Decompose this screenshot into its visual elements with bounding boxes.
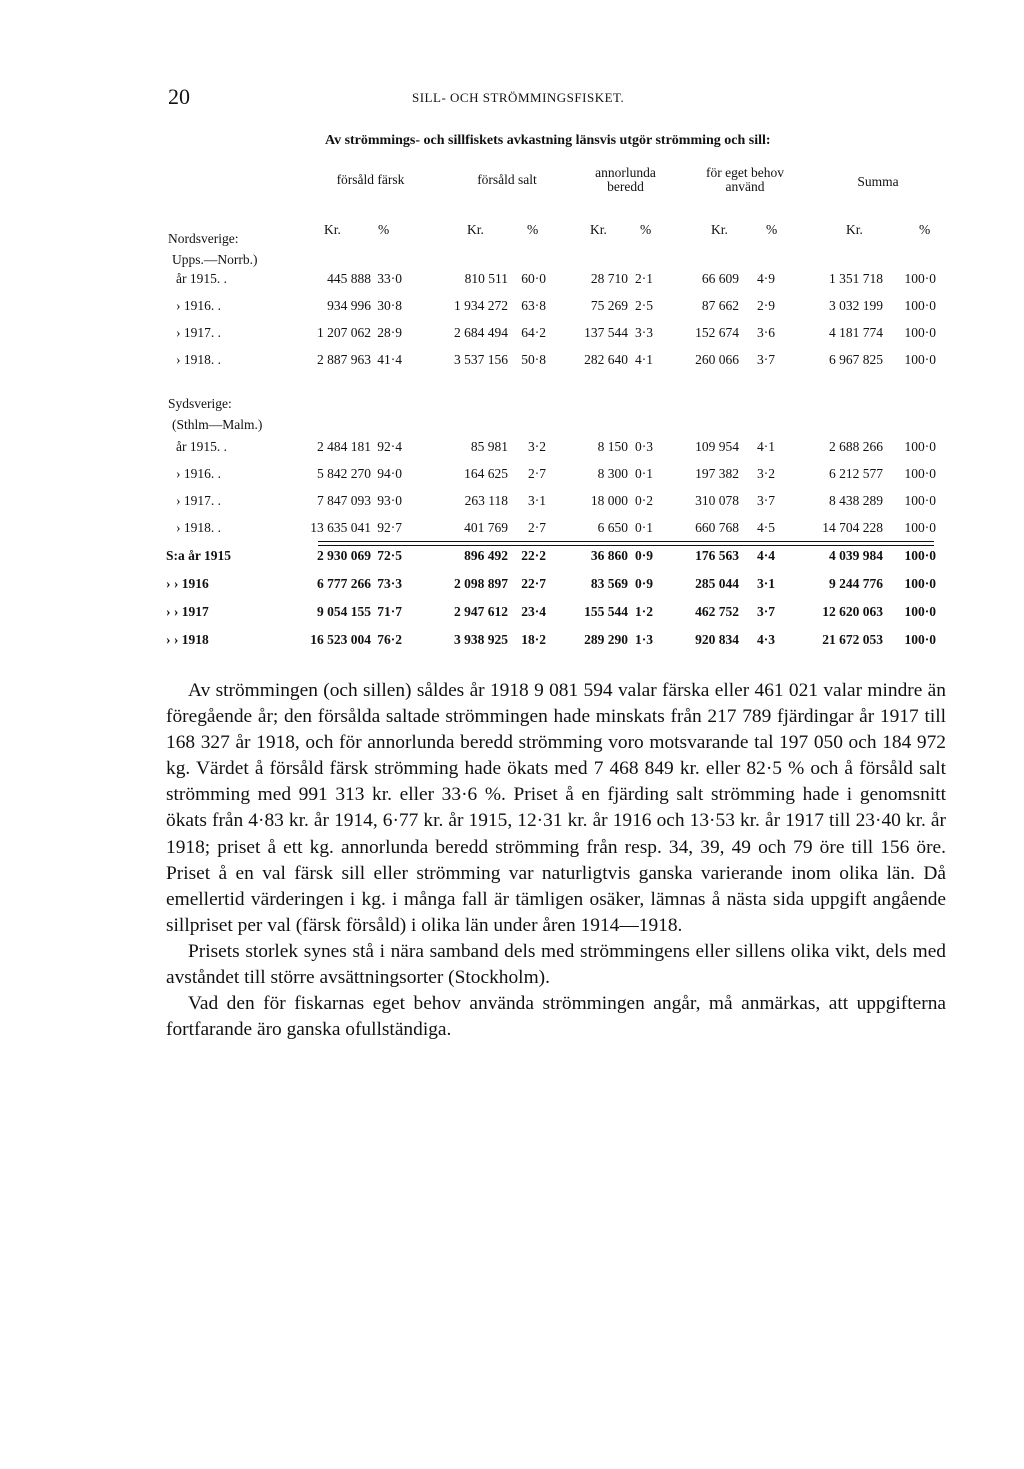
table-cell: 152 674 <box>695 325 739 340</box>
page-number: 20 <box>168 84 190 109</box>
row-label: S:a år 1915 <box>166 548 232 563</box>
table-cell: 6 967 825 <box>829 352 883 367</box>
table-cell: 176 563 <box>695 548 739 563</box>
table-cell: 4·9 <box>757 271 775 286</box>
subregion-nordsverige: Upps.—Norrb.) <box>172 252 258 267</box>
table-cell: 2 688 266 <box>829 439 883 454</box>
table-cell: 100·0 <box>904 352 936 367</box>
table-cell: 93·0 <box>377 493 402 508</box>
table-cell: 4 039 984 <box>829 548 883 563</box>
table-cell: 4·1 <box>635 352 653 367</box>
table-row <box>0 520 1024 542</box>
table-row <box>0 325 1024 347</box>
table-cell: 810 511 <box>464 271 508 286</box>
table-cell: 87 662 <box>701 298 739 313</box>
table-cell: 3·7 <box>757 352 775 367</box>
table-cell: 3·1 <box>756 576 775 591</box>
table-cell: 6 777 266 <box>317 576 371 591</box>
table-cell: 28·9 <box>377 325 402 340</box>
table-cell: 2·1 <box>635 271 653 286</box>
table-cell: 83 569 <box>590 576 628 591</box>
table-cell: 100·0 <box>904 632 936 647</box>
table-cell: 7 847 093 <box>317 493 371 508</box>
table-cell: 72·5 <box>377 548 402 563</box>
table-cell: 100·0 <box>904 520 936 535</box>
table-cell: 462 752 <box>695 604 739 619</box>
unit-kr: Kr. <box>846 222 863 237</box>
table-cell: 28 710 <box>590 271 628 286</box>
table-cell: 16 523 004 <box>310 632 371 647</box>
table-cell: 73·3 <box>377 576 402 591</box>
table-cell: 1·2 <box>634 604 653 619</box>
unit-kr: Kr. <box>711 222 728 237</box>
table-row <box>0 548 1024 570</box>
total-rule-bottom <box>318 545 934 546</box>
table-cell: 76·2 <box>377 632 402 647</box>
table-cell: 64·2 <box>521 325 546 340</box>
table-cell: 9 244 776 <box>829 576 883 591</box>
table-cell: 4·3 <box>756 632 775 647</box>
table-row <box>0 439 1024 461</box>
table-cell: 920 834 <box>695 632 739 647</box>
unit-percent: % <box>378 222 390 237</box>
table-cell: 3·3 <box>635 325 653 340</box>
table-cell: 41·4 <box>377 352 402 367</box>
table-cell: 310 078 <box>695 493 739 508</box>
table-cell: 8 150 <box>597 439 628 454</box>
unit-percent: % <box>640 222 652 237</box>
table-cell: 4·1 <box>757 439 775 454</box>
table-cell: 30·8 <box>377 298 402 313</box>
table-cell: 18·2 <box>521 632 546 647</box>
table-cell: 94·0 <box>377 466 402 481</box>
table-cell: 8 438 289 <box>829 493 883 508</box>
table-cell: 137 544 <box>584 325 628 340</box>
table-cell: 14 704 228 <box>822 520 883 535</box>
table-cell: 75 269 <box>590 298 628 313</box>
table-cell: 197 382 <box>695 466 739 481</box>
table-cell: 3·2 <box>528 439 546 454</box>
table-cell: 2·9 <box>757 298 775 313</box>
row-label: år 1915. . <box>176 271 227 286</box>
table-cell: 896 492 <box>464 548 508 563</box>
table-cell: 3·1 <box>528 493 546 508</box>
table-cell: 2 684 494 <box>454 325 508 340</box>
column-header-salted: försåld salt <box>477 172 537 187</box>
table-cell: 3 537 156 <box>454 352 508 367</box>
table-cell: 50·8 <box>521 352 546 367</box>
total-rule-top <box>318 541 934 542</box>
table-cell: 60·0 <box>521 271 546 286</box>
table-cell: 13 635 041 <box>310 520 371 535</box>
table-cell: 85 981 <box>470 439 508 454</box>
table-cell: 2 484 181 <box>317 439 371 454</box>
table-cell: 3·7 <box>756 604 775 619</box>
table-cell: 71·7 <box>377 604 402 619</box>
table-cell: 2 930 069 <box>317 548 371 563</box>
table-cell: 2 947 612 <box>454 604 508 619</box>
row-label: › 1916. . <box>176 298 221 313</box>
table-cell: 66 609 <box>701 271 739 286</box>
unit-kr: Kr. <box>467 222 484 237</box>
unit-percent: % <box>919 222 931 237</box>
table-cell: 3·6 <box>757 325 775 340</box>
table-cell: 100·0 <box>904 548 936 563</box>
table-cell: 1 934 272 <box>454 298 508 313</box>
table-cell: 100·0 <box>904 439 936 454</box>
table-cell: 21 672 053 <box>822 632 883 647</box>
table-cell: 2·5 <box>635 298 653 313</box>
table-cell: 6 650 <box>597 520 628 535</box>
table-cell: 100·0 <box>904 576 936 591</box>
table-cell: 4·5 <box>757 520 775 535</box>
row-label: › › 1916 <box>166 576 209 591</box>
table-cell: 109 954 <box>695 439 739 454</box>
region-nordsverige: Nordsverige: <box>168 231 239 246</box>
table-cell: 2·7 <box>528 520 546 535</box>
table-cell: 263 118 <box>464 493 508 508</box>
table-cell: 445 888 <box>327 271 371 286</box>
unit-percent: % <box>527 222 539 237</box>
table-cell: 92·4 <box>377 439 402 454</box>
table-cell: 934 996 <box>327 298 371 313</box>
table-cell: 23·4 <box>521 604 546 619</box>
table-cell: 18 000 <box>590 493 628 508</box>
table-cell: 0·9 <box>634 576 653 591</box>
table-cell: 22·2 <box>521 548 546 563</box>
table-cell: 22·7 <box>521 576 546 591</box>
table-row <box>0 352 1024 374</box>
table-cell: 0·1 <box>635 466 653 481</box>
table-cell: 1·3 <box>634 632 653 647</box>
row-label: › 1918. . <box>176 520 221 535</box>
table-cell: 3·7 <box>757 493 775 508</box>
table-cell: 12 620 063 <box>822 604 883 619</box>
unit-percent: % <box>766 222 778 237</box>
table-cell: 100·0 <box>904 325 936 340</box>
paragraph: Prisets storlek synes stå i nära samband dels med strömmingens eller sillens olika vikt, dels med avståndet till större avsättningsorter (Stockholm). <box>166 940 946 989</box>
table-cell: 100·0 <box>904 298 936 313</box>
table-cell: 33·0 <box>377 271 402 286</box>
table-cell: 100·0 <box>904 493 936 508</box>
table-cell: 2·7 <box>528 466 546 481</box>
unit-kr: Kr. <box>324 222 341 237</box>
paragraph: Av strömmingen (och sillen) såldes år 1918 9 081 594 valar färska eller 461 021 valar mindre än föregående år; den försålda saltade strömmingen hade minskats från 217 789 fjärdingar år 1917 till 168 327 år 1918, och för annorlunda beredd strömming voro motsvarande tal 197 050 och 184 972 kg. Värdet å försåld färsk strömming hade ökats med 7 468 849 kr. eller 82·5 % och å försåld salt strömming med 991 313 kr. eller 33·6 %. Priset å en fjärding salt strömming hade i genomsnitt ökats från 4·83 kr. år 1914, 6·77 kr. år 1915, 12·31 kr. år 1916 och 13·53 kr. år 1917 till 23·40 kr. år 1918; priset å ett kg. annorlunda beredd strömming från resp. 34, 39, 49 och 79 öre till 156 öre. Priset å en val färsk sill eller strömming var naturligtvis ganska varierande inom olika län. Då emellertid värderingen i kg. i många fall är tämligen osäker, lämnas å nästa sida uppgift angående sillpriset per val (färsk försåld) i olika län under åren 1914—1918. <box>166 680 946 936</box>
table-cell: 63·8 <box>521 298 546 313</box>
column-header-own-use: för eget behov använd <box>706 165 784 194</box>
table-row <box>0 298 1024 320</box>
table-cell: 3·2 <box>757 466 775 481</box>
table-cell: 0·1 <box>635 520 653 535</box>
table-cell: 8 300 <box>597 466 628 481</box>
table-cell: 4·4 <box>756 548 775 563</box>
row-label: › 1916. . <box>176 466 221 481</box>
row-label: › › 1917 <box>166 604 209 619</box>
table-row <box>0 604 1024 626</box>
table-cell: 164 625 <box>464 466 508 481</box>
table-cell: 3 938 925 <box>454 632 508 647</box>
body-text <box>166 678 946 1043</box>
table-cell: 155 544 <box>584 604 628 619</box>
subregion-sydsverige: (Sthlm—Malm.) <box>172 417 263 432</box>
row-label: › 1918. . <box>176 352 221 367</box>
table-cell: 401 769 <box>464 520 508 535</box>
table-cell: 260 066 <box>695 352 739 367</box>
table-cell: 289 290 <box>584 632 628 647</box>
unit-kr: Kr. <box>590 222 607 237</box>
table-cell: 100·0 <box>904 466 936 481</box>
table-cell: 100·0 <box>904 604 936 619</box>
table-cell: 36 860 <box>590 548 628 563</box>
table-cell: 1 207 062 <box>317 325 371 340</box>
column-header-total: Summa <box>857 174 899 189</box>
table-cell: 0·9 <box>634 548 653 563</box>
table-cell: 100·0 <box>904 271 936 286</box>
table-cell: 0·2 <box>635 493 653 508</box>
row-label: år 1915. . <box>176 439 227 454</box>
table-cell: 2 098 897 <box>454 576 508 591</box>
table-row <box>0 466 1024 488</box>
table-cell: 1 351 718 <box>829 271 883 286</box>
table-row <box>0 576 1024 598</box>
region-sydsverige: Sydsverige: <box>168 396 232 411</box>
table-cell: 660 768 <box>695 520 739 535</box>
table-cell: 4 181 774 <box>829 325 883 340</box>
table-row <box>0 493 1024 515</box>
table-cell: 3 032 199 <box>829 298 883 313</box>
row-label: › › 1918 <box>166 632 209 647</box>
table-row <box>0 632 1024 654</box>
column-header-other: annorlunda beredd <box>595 165 656 194</box>
paragraph: Vad den för fiskarnas eget behov använda strömmingen angår, må anmärkas, att uppgifterna fortfarande äro ganska ofullständiga. <box>166 993 946 1041</box>
table-cell: 6 212 577 <box>829 466 883 481</box>
table-cell: 92·7 <box>377 520 402 535</box>
row-label: › 1917. . <box>176 325 221 340</box>
table-cell: 2 887 963 <box>317 352 371 367</box>
table-cell: 285 044 <box>695 576 739 591</box>
column-header-fresh: försåld färsk <box>336 172 405 187</box>
row-label: › 1917. . <box>176 493 221 508</box>
table-cell: 282 640 <box>584 352 628 367</box>
table-cell: 0·3 <box>635 439 653 454</box>
running-title: SILL- OCH STRÖMMINGSFISKET. <box>412 90 625 105</box>
table-caption: Av strömmings- och sillfiskets avkastning länsvis utgör strömming och sill: <box>325 133 771 148</box>
table-cell: 9 054 155 <box>317 604 371 619</box>
table-row <box>0 271 1024 293</box>
table-cell: 5 842 270 <box>317 466 371 481</box>
